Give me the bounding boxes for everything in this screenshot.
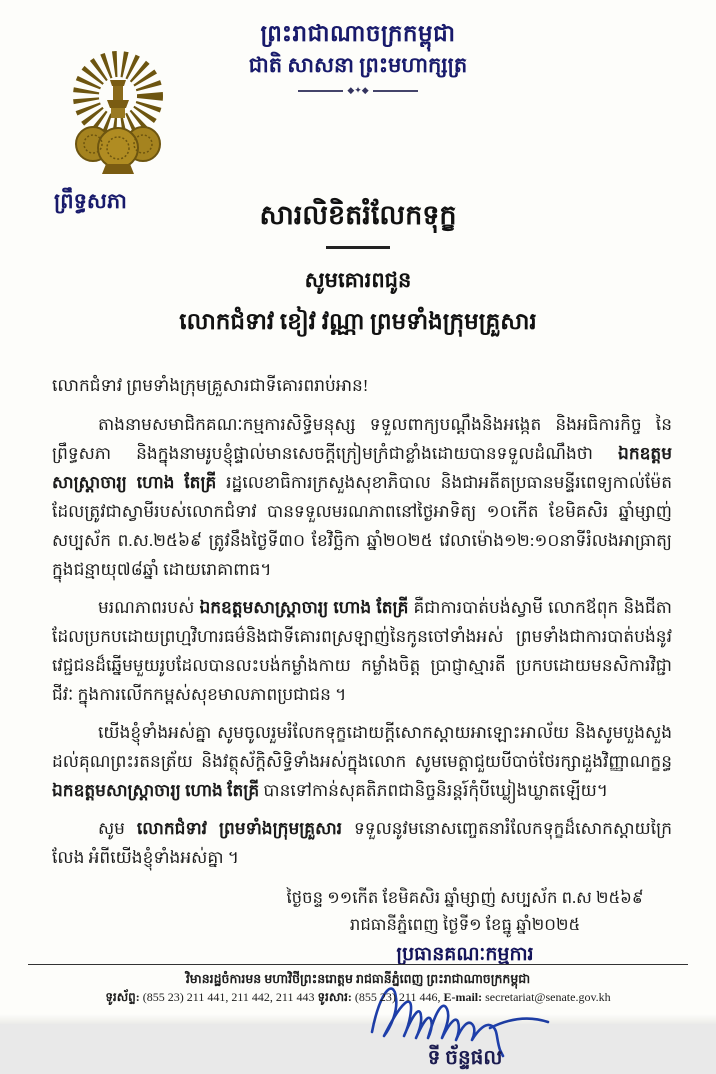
nation-religion-king: ជាតិ សាសនា ព្រះមហាក្សត្រ bbox=[248, 53, 468, 77]
paragraph-2-name-bold: ឯកឧត្តមសាស្ត្រាចារ្យ ហោង តែគ្រី bbox=[199, 598, 414, 617]
fax-label: ទូរសារ: bbox=[317, 990, 352, 1004]
email-address: secretariat@senate.gov.kh bbox=[485, 990, 611, 1004]
paragraph-4-recipient-bold: លោកជំទាវ ព្រមទាំងក្រុមគ្រួសារ bbox=[136, 819, 354, 838]
greeting-line: លោកជំទាវ ព្រមទាំងក្រុមគ្រួសារជាទីគោរពរាប់អាន! bbox=[52, 376, 369, 395]
ornament-gem-icon: ◆✦◆ bbox=[347, 85, 369, 95]
footer bbox=[28, 964, 688, 1006]
paragraph-3-post: បានទៅកាន់សុគតិភពជានិច្ចនិរន្តរ៍កុំបីឃ្លៀងឃ្លាតឡើយ។ bbox=[263, 781, 608, 800]
senate-emblem-block bbox=[48, 52, 188, 219]
lunar-date-line: ថ្ងៃចន្ទ ១១កើត ខែមិគសិរ ឆ្នាំម្សាញ់ សប្បស័ក ព.ស ២៥៦៩ bbox=[286, 888, 644, 907]
paragraph-1 bbox=[52, 410, 672, 584]
paragraph-1-post: រដ្ឋលេខាធិការក្រសួងសុខាភិបាល និងជាអតីតប្រធានមន្ទីរពេទ្យកាល់ម៉ែត ដែលត្រូវជាស្វាមីរបស់លោកជំទាវ បានទទួលមរណភាពនៅថ្ងៃអាទិត្យ ១០កើត ខែមិគសិរ ឆ្នាំម្សាញ់ សប្បស័ក ព.ស.២៥៦៩ ត្រូវនឹងថ្ងៃទី៣០ ខែវិច្ឆិកា ឆ្នាំ២០២៥ វេលាម៉ោង១២:១០នាទីរំលងអាធ្រាត្យ ក្នុងជន្មាយុ៧៨ឆ្នាំ ដោយរោគាពាធ។ bbox=[52, 473, 672, 579]
paragraph-1-pre: តាងនាមសមាជិកគណៈកម្មការសិទ្ធិមនុស្ស ទទួលពាក្យបណ្ដឹងនិងអង្កេត និងអធិការកិច្ច នៃព្រឹទ្ធសភា និងក្នុងនាមរូបខ្ញុំផ្ទាល់មានសេចក្ដីក្រៀមក្រំជាខ្លាំងដោយបានទទួលដំណឹងថា bbox=[52, 415, 672, 463]
paragraph-2-post: គឺជាការបាត់បង់ស្វាមី លោកឪពុក និងជីតា ដែលប្រកបដោយព្រហ្មវិហារធម៌និងជាទីគោរពស្រឡាញ់នៃកូនចៅទាំងអស់ ព្រមទាំងជាការបាត់បង់នូវវេជ្ជជនដ៏ឆ្នើមមួយរូបដែលបានលះបង់កម្លាំងកាយ កម្លាំងចិត្ត ប្រាជ្ញាស្មារតី ប្រកបដោយមនសិការវិជ្ជាជីវៈ ក្នុងការលើកកម្ពស់សុខមាលភាពប្រជាជន ។ bbox=[52, 598, 672, 704]
salutation-respect: សូមគោរពជូន bbox=[304, 268, 412, 292]
footer-contacts bbox=[28, 988, 688, 1006]
solar-date-line: រាជធានីភ្នំពេញ ថ្ងៃទី១ ខែធ្នូ ឆ្នាំ២០២៥ bbox=[349, 915, 581, 934]
paragraph-3-name-bold: ឯកឧត្តមសាស្ត្រាចារ្យ ហោង តែគ្រី bbox=[52, 781, 264, 800]
ornament-bar-left bbox=[298, 90, 343, 92]
paragraph-1-name-bold: ឯកឧត្តម សាស្ត្រាចារ្យ ហោង តែគ្រី bbox=[52, 444, 672, 492]
letter-body bbox=[52, 371, 672, 872]
scan-edge-shadow bbox=[0, 1014, 716, 1024]
ornament-divider-icon bbox=[298, 86, 418, 95]
senate-emblem-icon bbox=[59, 52, 177, 180]
signer-name: ទី ច័ន្ទផល bbox=[427, 1047, 503, 1069]
senate-label: ព្រឹទ្ធសភា bbox=[54, 189, 127, 213]
paragraph-4-pre: សូម bbox=[98, 819, 137, 838]
paragraph-3 bbox=[52, 718, 672, 805]
paragraph-4 bbox=[52, 814, 672, 872]
ornament-bar-right bbox=[373, 90, 418, 92]
kingdom-name: ព្រះរាជាណាចក្រកម្ពុជា bbox=[260, 21, 456, 46]
phone-label: ទូរស័ព្ទ: bbox=[105, 990, 140, 1004]
email-label: E-mail: bbox=[443, 990, 483, 1004]
paragraph-3-pre: យើងខ្ញុំទាំងអស់គ្នា សូមចូលរួមរំលែកទុក្ខដោយក្ដីសោកស្ដាយអាឡោះអាល័យ និងសូមបួងសួងដល់គុណព្រះរតនត្រ័យ និងវត្ថុស័ក្ដិសិទ្ធិទាំងអស់ក្នុងលោក សូមមេត្តាជួយបីបាច់ថែរក្សាដួងវិញ្ញាណក្ខន្ធ bbox=[52, 723, 672, 771]
salutation-recipient: លោកជំទាវ ខៀវ វណ្ណា ព្រមទាំងក្រុមគ្រួសារ bbox=[179, 309, 537, 334]
document-title: សារលិខិតរំលែកទុក្ខ bbox=[259, 200, 457, 230]
fax-number: (855 23) 211 446, bbox=[354, 990, 441, 1004]
footer-address: វិមានរដ្ឋចំការមន មហាវិថីព្រះនរោត្តម រាជធានីភ្នំពេញ ព្រះរាជាណាចក្រកម្ពុជា bbox=[185, 972, 531, 986]
signer-title: ប្រធានគណៈកម្មការ bbox=[396, 944, 534, 965]
title-rule bbox=[326, 246, 390, 249]
paragraph-2 bbox=[52, 593, 672, 709]
paragraph-2-pre: មរណភាពរបស់ bbox=[98, 598, 200, 617]
paragraph-4-post: ទទួលនូវមនោសញ្ចេតនារំលែកទុក្ខដ៏សោកស្ដាយក្រៃលែង អំពីយើងខ្ញុំទាំងអស់គ្នា ។ bbox=[52, 819, 672, 867]
phone-numbers: (855 23) 211 441, 211 442, 211 443 bbox=[142, 990, 315, 1004]
